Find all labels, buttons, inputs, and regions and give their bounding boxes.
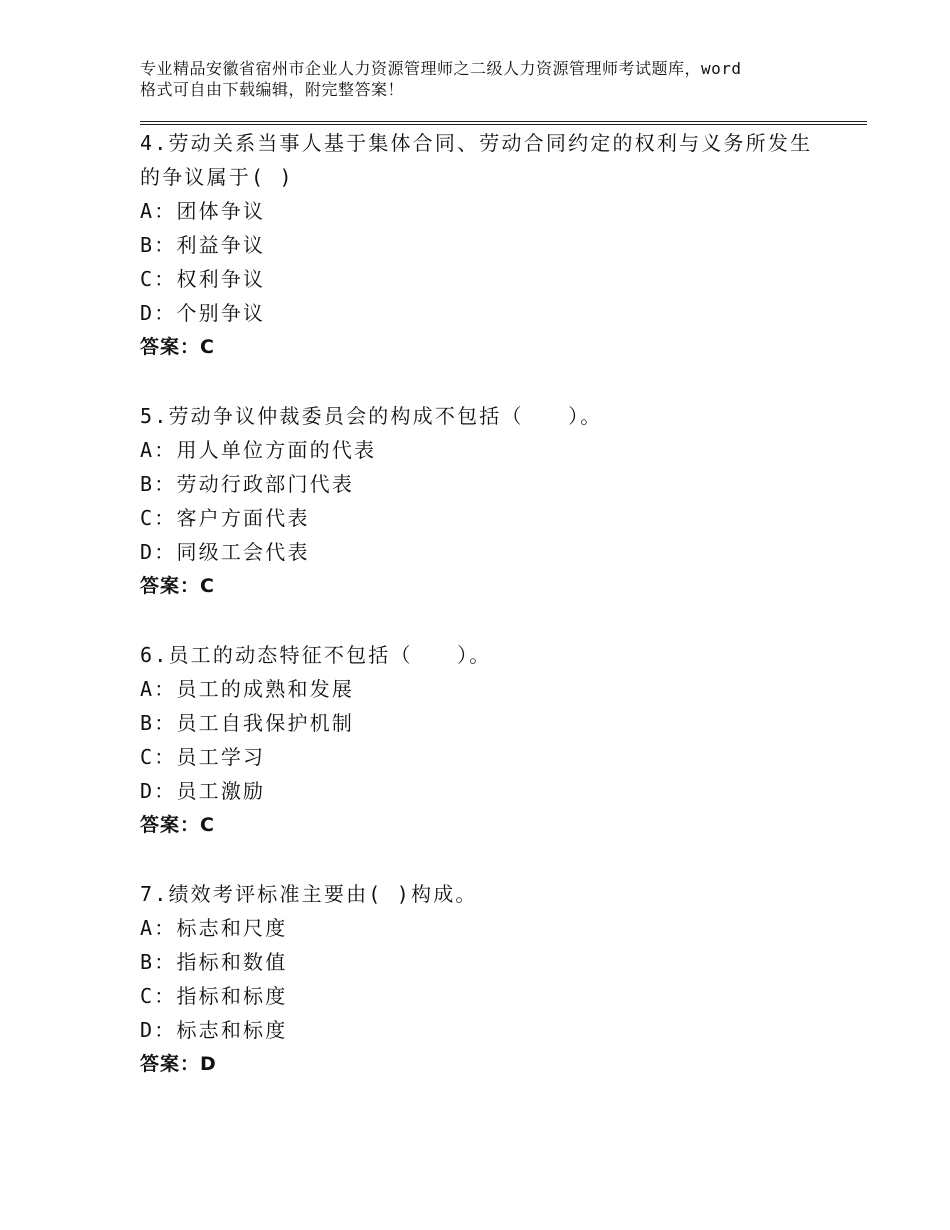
question-7 xyxy=(140,877,840,1081)
option-b: B：员工自我保护机制 xyxy=(140,711,355,735)
option-d: D：个别争议 xyxy=(140,301,266,325)
question-stem: 的争议属于( ) xyxy=(140,165,294,189)
option-c: C：员工学习 xyxy=(140,745,266,769)
option-a: A：用人单位方面的代表 xyxy=(140,438,377,462)
question-5 xyxy=(140,399,840,603)
answer-label: 答案：C xyxy=(140,336,215,358)
header-line-2: 格式可自由下载编辑，附完整答案！ xyxy=(140,80,405,99)
question-stem: 5.劳动争议仲裁委员会的构成不包括（ ）。 xyxy=(140,404,603,428)
option-b: B：指标和数值 xyxy=(140,950,288,974)
option-d: D：员工激励 xyxy=(140,779,266,803)
answer-label: 答案：D xyxy=(140,1053,217,1075)
question-4 xyxy=(140,126,840,364)
option-a: A：员工的成熟和发展 xyxy=(140,677,355,701)
question-stem: 4.劳动关系当事人基于集体合同、劳动合同约定的权利与义务所发生 xyxy=(140,131,813,155)
answer-label: 答案：C xyxy=(140,814,215,836)
option-c: C：客户方面代表 xyxy=(140,506,310,530)
option-d: D：同级工会代表 xyxy=(140,540,310,564)
option-c: C：权利争议 xyxy=(140,267,266,291)
option-a: A：团体争议 xyxy=(140,199,266,223)
option-a: A：标志和尺度 xyxy=(140,916,288,940)
header-divider xyxy=(140,121,867,125)
header-line-1: 专业精品安徽省宿州市企业人力资源管理师之二级人力资源管理师考试题库，word xyxy=(140,59,742,78)
document-header xyxy=(140,58,830,100)
option-b: B：利益争议 xyxy=(140,233,266,257)
question-stem: 6.员工的动态特征不包括（ ）。 xyxy=(140,643,492,667)
answer-label: 答案：C xyxy=(140,575,215,597)
option-c: C：指标和标度 xyxy=(140,984,288,1008)
option-b: B：劳动行政部门代表 xyxy=(140,472,355,496)
question-stem: 7.绩效考评标准主要由( )构成。 xyxy=(140,882,478,906)
option-d: D：标志和标度 xyxy=(140,1018,288,1042)
question-6 xyxy=(140,638,840,842)
